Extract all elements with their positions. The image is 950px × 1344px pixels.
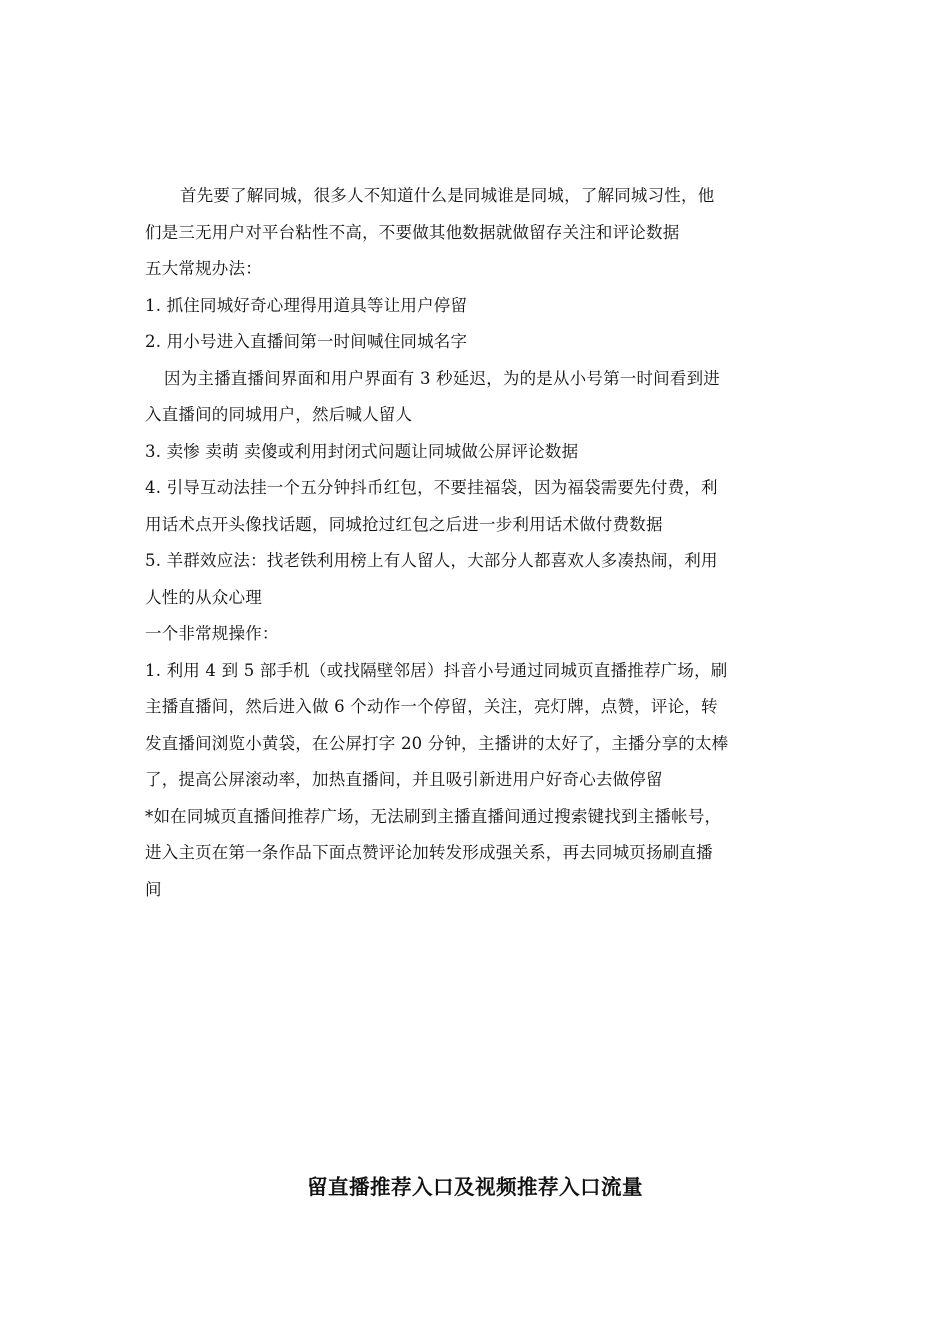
list-item: 2. 用小号进入直播间第一时间喊住同城名字 bbox=[145, 332, 468, 351]
list-item: 1. 利用 4 到 5 部手机（或找隔壁邻居）抖音小号通过同城页直播推荐广场，刷 bbox=[145, 660, 728, 680]
note-line: 进入主页在第一条作品下面点赞评论加转发形成强关系，再去同城页扬刷直播 bbox=[145, 843, 713, 862]
note-line: *如在同城页直播间推荐广场，无法刷到主播直播间通过搜索键找到主播帐号， bbox=[145, 806, 722, 826]
document-body bbox=[145, 178, 805, 908]
paragraph-line: 人性的从众心理 bbox=[145, 587, 262, 607]
paragraph-line: 用话术点开头像找话题，同城抢过红包之后进一步利用话术做付费数据 bbox=[145, 514, 663, 534]
paragraph-line: 首先要了解同城，很多人不知道什么是同城谁是同城，了解同城习性，他 bbox=[180, 186, 715, 205]
paragraph-line: 主播直播间，然后进入做 6 个动作一个停留，关注，亮灯牌，点赞，评论，转 bbox=[145, 697, 718, 716]
list-item: 3. 卖惨 卖萌 卖傻或利用封闭式问题让同城做公屏评论数据 bbox=[145, 441, 579, 461]
section-heading: 一个非常规操作： bbox=[145, 624, 279, 643]
paragraph-line: 入直播间的同城用户，然后喊人留人 bbox=[145, 405, 413, 424]
list-item: 4. 引导互动法挂一个五分钟抖币红包，不要挂福袋，因为福袋需要先付费，利 bbox=[145, 478, 718, 497]
section-heading: 五大常规办法： bbox=[145, 259, 262, 278]
paragraph-line: 了，提高公屏滚动率，加热直播间，并且吸引新进用户好奇心去做停留 bbox=[145, 770, 663, 789]
paragraph-line: 们是三无用户对平台粘性不高，不要做其他数据就做留存关注和评论数据 bbox=[145, 222, 680, 242]
note-line: 间 bbox=[145, 879, 162, 899]
paragraph-line: 发直播间浏览小黄袋，在公屏打字 20 分钟，主播讲的太好了，主播分享的太棒 bbox=[145, 733, 729, 753]
page-title: 留直播推荐入口及视频推荐入口流量 bbox=[307, 1175, 643, 1199]
list-item: 5. 羊群效应法：找老铁利用榜上有人留人，大部分人都喜欢人多凑热闹，利用 bbox=[145, 551, 718, 570]
paragraph-line: 因为主播直播间界面和用户界面有 3 秒延迟，为的是从小号第一时间看到进 bbox=[164, 368, 720, 388]
list-item: 1. 抓住同城好奇心理得用道具等让用户停留 bbox=[145, 295, 468, 315]
